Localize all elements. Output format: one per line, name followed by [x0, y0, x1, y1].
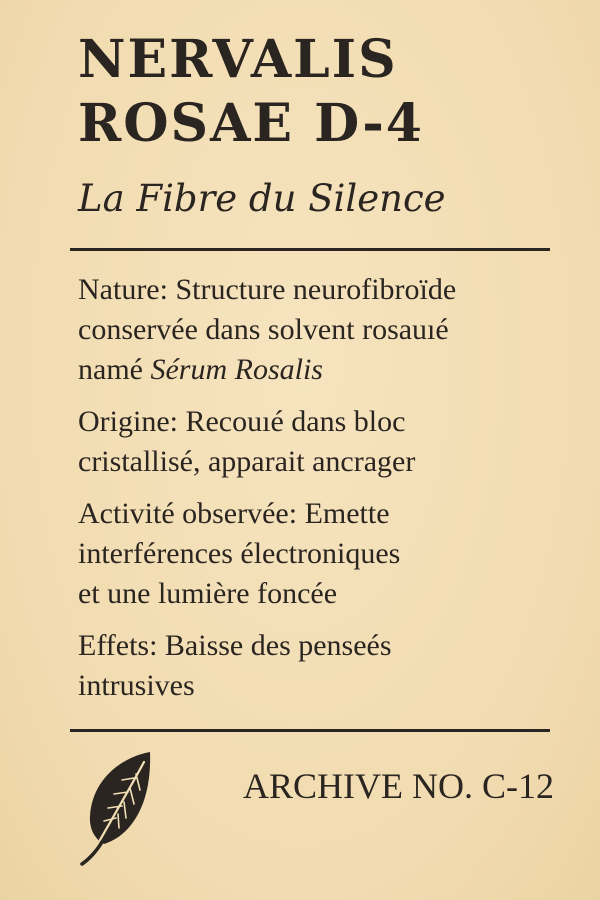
section-effets-line-1: Effets: Baisse des penseés [78, 629, 392, 662]
title-line-2: ROSAE D-4 [78, 93, 424, 154]
section-nature-line-1: Nature: Structure neurofibroïde [78, 273, 457, 306]
section-activite-line-1: Activité observée: Emette [78, 497, 390, 530]
top-divider [70, 248, 550, 251]
document-title [78, 28, 578, 156]
leaf-icon [78, 748, 158, 868]
section-nature-line-2: conservée dans solvent rosauıé [78, 313, 449, 346]
document-body [78, 270, 578, 718]
title-line-1: NERVALIS [78, 29, 398, 90]
section-origine-line-2: cristallisé, apparait ancrager [78, 445, 416, 478]
section-nature [78, 270, 578, 390]
section-origine [78, 402, 578, 482]
bottom-divider [70, 729, 550, 732]
section-activite [78, 494, 578, 614]
section-origine-line-1: Origine: Recouıé dans bloc [78, 405, 406, 438]
archive-number: ARCHIVE NO. C-12 [243, 766, 554, 806]
document-subtitle: La Fibre du Silence [78, 177, 446, 220]
section-nature-line-3-text: namé [78, 353, 151, 386]
section-effets-line-2: intrusives [78, 669, 195, 702]
section-activite-line-3: et une lumière foncée [78, 577, 338, 610]
section-nature-line-3 [78, 350, 578, 390]
section-activite-line-2: interférences électroniques [78, 537, 401, 570]
section-nature-serum-name: Sérum Rosalis [150, 353, 323, 386]
section-effets [78, 626, 578, 706]
